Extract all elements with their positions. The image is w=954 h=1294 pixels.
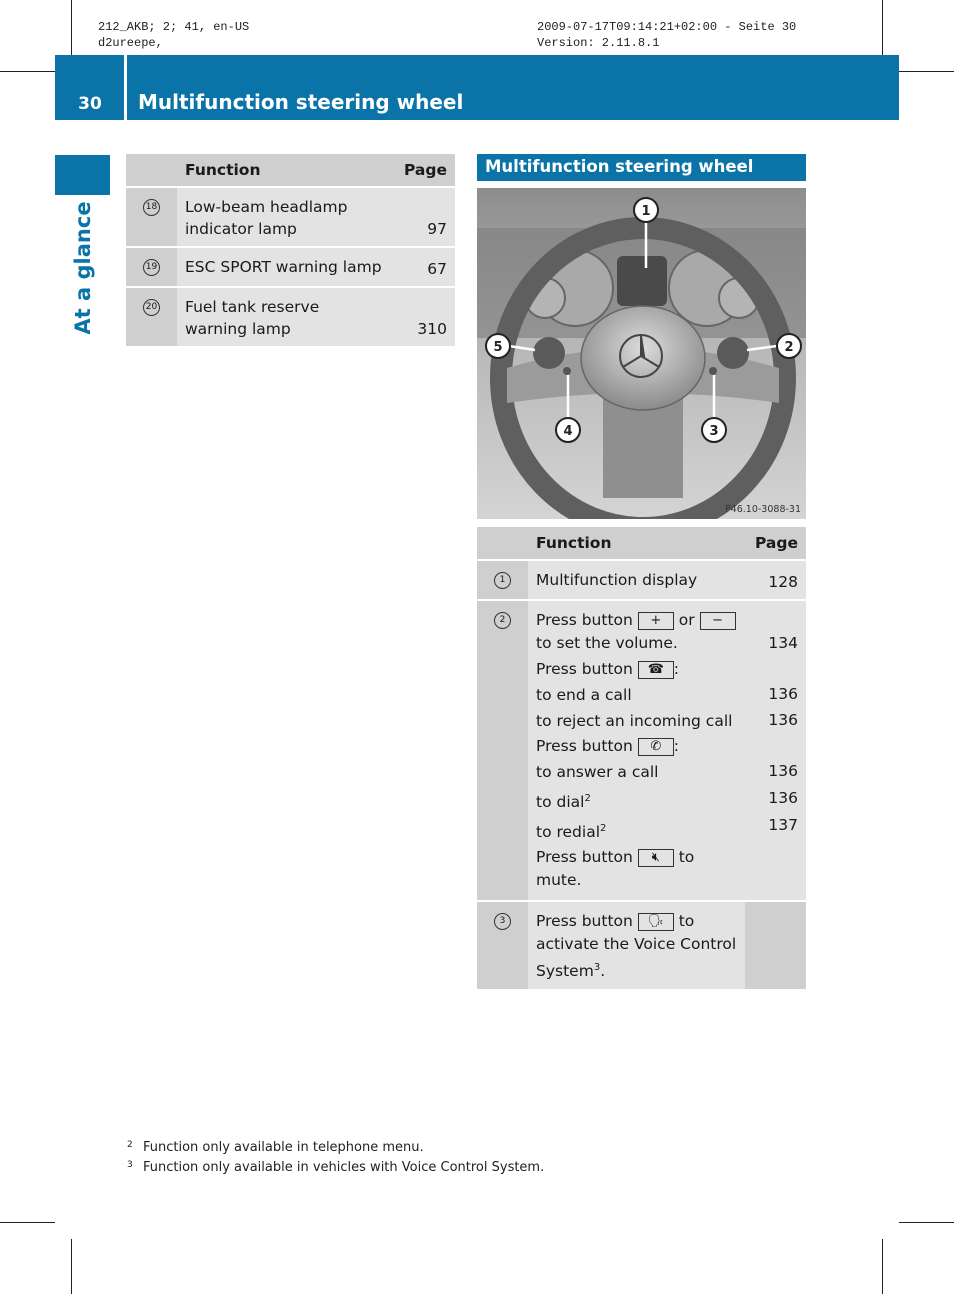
steering-wheel-image [477, 188, 806, 519]
steering-function-table [477, 527, 806, 991]
text: to set the volume. [536, 634, 678, 652]
print-meta-left [98, 19, 249, 51]
text: Press button [536, 737, 633, 755]
callout-label: 1 [641, 204, 651, 219]
page-value: 136 [768, 711, 798, 729]
page-title: Multifunction steering wheel [138, 90, 464, 114]
header-divider [124, 55, 127, 120]
text: to dial [536, 793, 585, 812]
page-value: 136 [768, 685, 798, 703]
footnote-mark: 3 [127, 1160, 133, 1170]
callout-number: 2 [494, 612, 511, 629]
row-number-cell [126, 187, 177, 247]
text: to reject an incoming call [536, 712, 733, 730]
function-cell [528, 901, 745, 990]
callout-number: 3 [494, 913, 511, 930]
page-value: 137 [768, 816, 798, 834]
footnote-text: Function only available in telephone menu. [143, 1140, 424, 1155]
phone-answer-icon: ✆ [638, 738, 674, 756]
page-number: 30 [78, 94, 102, 114]
phone-hangup-icon: ☎ [638, 661, 674, 679]
function-cell: Multifunction display [528, 560, 745, 600]
table-row [126, 187, 455, 247]
indicator-table [126, 154, 455, 348]
callout-label: 4 [563, 424, 573, 439]
header-function: Function [528, 527, 745, 560]
footnote [127, 1160, 545, 1176]
plus-icon: + [638, 612, 674, 630]
callout-label: 3 [709, 424, 719, 439]
page-cell [745, 901, 806, 990]
meta-line: Version: 2.11.8.1 [537, 36, 660, 50]
text: to end a call [536, 686, 632, 704]
header-function: Function [177, 154, 391, 187]
text: to activate the Voice Control System [536, 912, 737, 981]
page-cell [745, 600, 806, 901]
side-tab-block [55, 155, 110, 195]
row-number-cell [126, 287, 177, 347]
callout-4 [556, 418, 580, 442]
function-cell: Fuel tank reserve warning lamp [177, 287, 391, 347]
meta-line: 212_AKB; 2; 41, en-US [98, 20, 250, 34]
crop-mark [71, 0, 72, 55]
row-number-cell [477, 600, 528, 901]
crop-mark [0, 71, 55, 72]
crop-mark [899, 1222, 954, 1223]
header-page: Page [391, 154, 455, 187]
table-row [477, 600, 806, 901]
callout-label: 5 [493, 340, 503, 355]
text: or [678, 611, 695, 629]
text: Press button [536, 611, 633, 629]
function-cell: ESC SPORT warning lamp [177, 247, 391, 287]
table-row [477, 560, 806, 600]
table-row [477, 901, 806, 990]
footnote-ref: 2 [600, 823, 607, 835]
callout-1 [634, 198, 658, 222]
text: Press button [536, 912, 633, 931]
side-tab-label: At a glance [71, 201, 95, 335]
text: to redial [536, 823, 601, 842]
table-row [126, 247, 455, 287]
print-meta-right [537, 19, 796, 51]
meta-line: 2009-07-17T09:14:21+02:00 - Seite 30 [537, 20, 797, 34]
mute-icon: 🔇︎ [638, 849, 674, 867]
text: : [673, 737, 680, 755]
page-value: 134 [768, 634, 798, 652]
header-num-cell [126, 154, 177, 187]
text: to mute. [536, 848, 695, 890]
text: . [600, 962, 606, 981]
crop-mark [0, 1222, 55, 1223]
crop-mark [899, 71, 954, 72]
section-heading-text: Multifunction steering wheel [485, 157, 754, 176]
crop-mark [882, 0, 883, 55]
section-heading [477, 154, 806, 181]
row-number-cell [477, 560, 528, 600]
text: Press button [536, 660, 633, 678]
callout-3 [702, 418, 726, 442]
footnote-mark: 2 [127, 1140, 133, 1150]
callout-number: 18 [143, 199, 160, 216]
table-row [126, 287, 455, 347]
callout-number: 19 [143, 259, 160, 276]
page-value: 136 [768, 762, 798, 780]
image-code: P46.10-3088-31 [724, 504, 801, 515]
function-cell: Low-beam headlamp indicator lamp [177, 187, 391, 247]
header-num-cell [477, 527, 528, 560]
footnote-ref: 2 [584, 793, 591, 804]
footnote [127, 1140, 424, 1156]
minus-icon: − [700, 612, 736, 630]
page-cell: 128 [745, 560, 806, 600]
row-number-cell [477, 901, 528, 990]
page-cell: 310 [391, 287, 455, 347]
footnote-text: Function only available in vehicles with Voice Control System. [143, 1160, 545, 1175]
meta-line: d2ureepe, [98, 36, 163, 50]
row-number-cell [126, 247, 177, 287]
callout-number: 1 [494, 572, 511, 589]
table-header-row [477, 527, 806, 560]
text: : [673, 660, 680, 678]
page-value: 136 [768, 789, 798, 807]
header-page: Page [745, 527, 806, 560]
callout-label: 2 [784, 340, 794, 355]
crop-mark [882, 1239, 883, 1294]
table-header-row [126, 154, 455, 187]
function-cell [528, 600, 745, 901]
text: to answer a call [536, 763, 659, 781]
voice-control-icon: 🗣︎ [638, 913, 674, 931]
text: Press button [536, 848, 633, 867]
crop-mark [71, 1239, 72, 1294]
callout-number: 20 [143, 299, 160, 316]
footnote-ref: 3 [593, 962, 601, 974]
callout-5 [486, 334, 510, 358]
page-cell: 67 [391, 247, 455, 287]
side-tab [52, 201, 114, 335]
page-cell: 97 [391, 187, 455, 247]
callout-2 [777, 334, 801, 358]
